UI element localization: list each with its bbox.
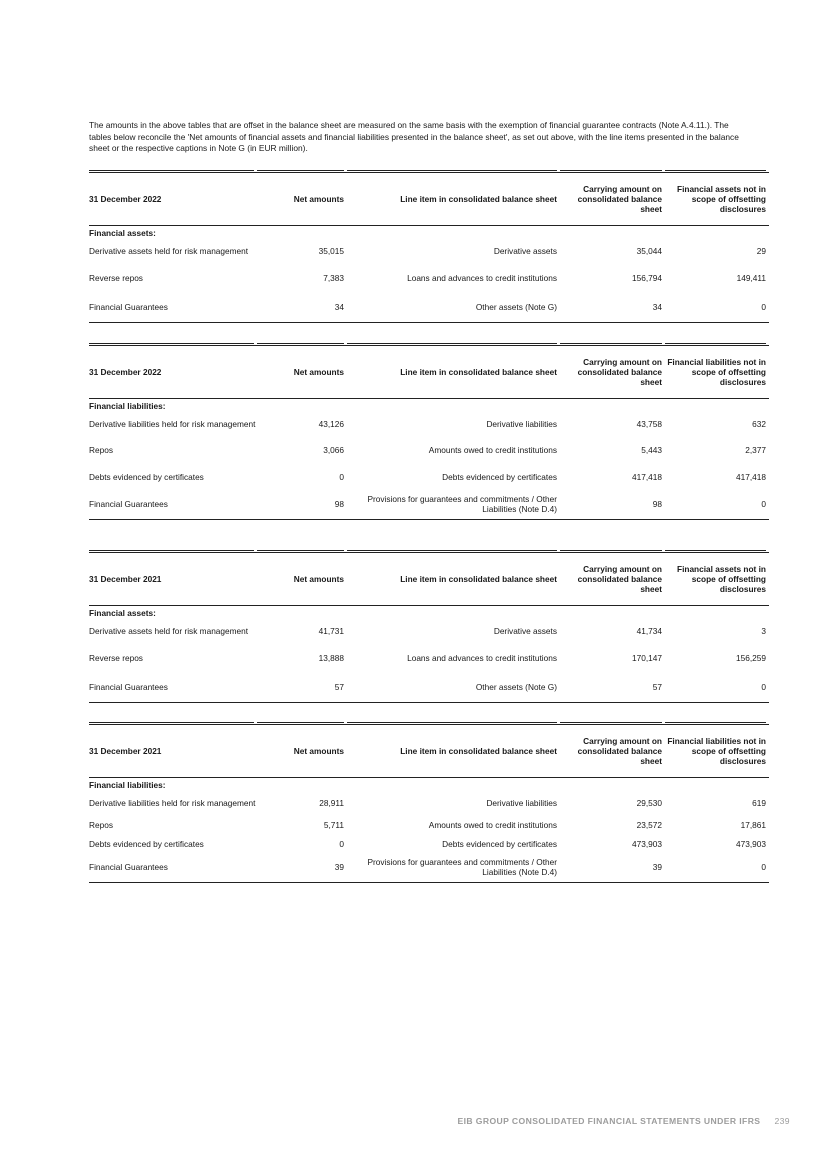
carrying-amount: 35,044 [636, 246, 662, 257]
header-net-amounts: Net amounts [293, 745, 344, 756]
not-in-scope: 3 [761, 626, 766, 637]
page-footer [0, 1116, 790, 1126]
header-line-item: Line item in consolidated balance sheet [400, 366, 557, 377]
table-header [89, 345, 769, 399]
carrying-amount: 98 [652, 499, 662, 510]
not-in-scope: 156,259 [736, 652, 766, 663]
header-carrying-amount: Carrying amount on consolidated balance sheet [577, 735, 662, 767]
header-not-in-scope: Financial liabilities not in scope of offsetting disclosures [667, 356, 766, 388]
carrying-amount: 156,794 [632, 272, 662, 283]
carrying-amount: 473,903 [632, 838, 662, 849]
table-row [89, 464, 769, 491]
table-row [89, 240, 769, 264]
carrying-amount: 29,530 [636, 798, 662, 809]
carrying-amount: 41,734 [636, 626, 662, 637]
row-label: Derivative liabilities held for risk management [89, 798, 256, 809]
header-date: 31 December 2021 [89, 745, 162, 756]
not-in-scope: 0 [761, 301, 766, 312]
header-not-in-scope: Financial liabilities not in scope of offsetting disclosures [667, 735, 766, 767]
line-item: Provisions for guarantees and commitments / Other Liabilities (Note D.4) [367, 857, 557, 877]
table-header [89, 172, 769, 226]
table-row [89, 644, 769, 673]
page-number: 239 [774, 1116, 790, 1126]
line-item: Derivative assets [493, 626, 557, 637]
table-row [89, 413, 769, 437]
line-item: Other assets (Note G) [475, 681, 557, 692]
section-label: Financial liabilities: [89, 401, 166, 411]
net-amount: 43,126 [318, 419, 344, 430]
header-not-in-scope: Financial assets not in scope of offsetting disclosures [677, 183, 766, 215]
row-label: Derivative assets held for risk management [89, 246, 249, 257]
net-amount: 35,015 [318, 246, 344, 257]
net-amount: 98 [334, 499, 344, 510]
net-amount: 57 [334, 681, 344, 692]
header-date: 31 December 2022 [89, 366, 162, 377]
net-amount: 28,911 [319, 798, 344, 809]
header-net-amounts: Net amounts [293, 573, 344, 584]
header-carrying-amount: Carrying amount on consolidated balance sheet [577, 356, 662, 388]
carrying-amount: 43,758 [636, 419, 662, 430]
header-net-amounts: Net amounts [293, 366, 344, 377]
not-in-scope: 0 [761, 499, 766, 510]
row-label: Debts evidenced by certificates [89, 838, 204, 849]
section-label: Financial assets: [89, 228, 156, 238]
table-row [89, 854, 769, 883]
table-2021-assets [89, 550, 769, 703]
line-item: Provisions for guarantees and commitments / Other Liabilities (Note D.4) [367, 494, 557, 514]
row-label: Repos [89, 444, 113, 455]
table-row [89, 673, 769, 703]
row-label: Financial Guarantees [89, 862, 168, 873]
carrying-amount: 417,418 [632, 471, 662, 482]
carrying-amount: 170,147 [632, 652, 662, 663]
line-item: Loans and advances to credit institutions [407, 652, 557, 663]
not-in-scope: 2,377 [745, 444, 766, 455]
table-row [89, 437, 769, 464]
header-line-item: Line item in consolidated balance sheet [400, 573, 557, 584]
table-row [89, 491, 769, 520]
line-item: Loans and advances to credit institutions [407, 272, 557, 283]
row-label: Repos [89, 819, 113, 830]
table-row [89, 792, 769, 816]
net-amount: 34 [334, 301, 344, 312]
row-label: Financial Guarantees [89, 681, 168, 692]
net-amount: 0 [339, 471, 344, 482]
table-row [89, 620, 769, 644]
row-label: Reverse repos [89, 652, 143, 663]
row-label: Reverse repos [89, 272, 143, 283]
header-carrying-amount: Carrying amount on consolidated balance sheet [577, 563, 662, 595]
net-amount: 3,066 [323, 444, 344, 455]
header-date: 31 December 2022 [89, 193, 162, 204]
table-header [89, 724, 769, 778]
not-in-scope: 17,861 [740, 819, 766, 830]
line-item: Derivative assets [493, 246, 557, 257]
not-in-scope: 417,418 [736, 471, 766, 482]
section-label: Financial liabilities: [89, 780, 166, 790]
not-in-scope: 0 [761, 862, 766, 873]
carrying-amount: 39 [652, 862, 662, 873]
section-label: Financial assets: [89, 608, 156, 618]
row-label: Derivative liabilities held for risk management [89, 419, 256, 430]
row-label: Financial Guarantees [89, 499, 168, 510]
line-item: Other assets (Note G) [475, 301, 557, 312]
carrying-amount: 5,443 [641, 444, 662, 455]
table-2022-assets [89, 170, 769, 323]
line-item: Debts evidenced by certificates [442, 838, 557, 849]
header-date: 31 December 2021 [89, 573, 162, 584]
row-label: Debts evidenced by certificates [89, 471, 204, 482]
footer-title: EIB GROUP CONSOLIDATED FINANCIAL STATEMENTS UNDER IFRS [457, 1116, 761, 1126]
carrying-amount: 23,572 [636, 819, 662, 830]
line-item: Derivative liabilities [486, 798, 557, 809]
net-amount: 7,383 [323, 272, 344, 283]
carrying-amount: 34 [652, 301, 662, 312]
net-amount: 5,711 [323, 819, 344, 830]
row-label: Financial Guarantees [89, 301, 168, 312]
line-item: Derivative liabilities [486, 419, 557, 430]
header-not-in-scope: Financial assets not in scope of offsetting disclosures [677, 563, 766, 595]
line-item: Debts evidenced by certificates [442, 471, 557, 482]
line-item: Amounts owed to credit institutions [428, 819, 557, 830]
header-line-item: Line item in consolidated balance sheet [400, 745, 557, 756]
net-amount: 39 [334, 862, 344, 873]
table-2022-liabilities [89, 343, 769, 520]
table-row [89, 264, 769, 293]
not-in-scope: 619 [752, 798, 766, 809]
net-amount: 0 [339, 838, 344, 849]
line-item: Amounts owed to credit institutions [428, 444, 557, 455]
table-row [89, 293, 769, 323]
not-in-scope: 632 [752, 419, 766, 430]
carrying-amount: 57 [652, 681, 662, 692]
not-in-scope: 29 [756, 246, 766, 257]
not-in-scope: 149,411 [736, 272, 766, 283]
header-carrying-amount: Carrying amount on consolidated balance sheet [577, 183, 662, 215]
table-2021-liabilities [89, 722, 769, 883]
net-amount: 13,888 [318, 652, 344, 663]
header-net-amounts: Net amounts [293, 193, 344, 204]
table-header [89, 552, 769, 606]
intro-paragraph: The amounts in the above tables that are offset in the balance sheet are measured on the same basis with the exemption of financial guarantee contracts (Note A.4.11.). The tables below reconcile the 'Net amounts of financial assets and financial liabilities presented in the balance sheet', as set out above, with the line items presented in the balance sheet or the respective captions in Note G (in EUR million). [89, 120, 739, 154]
table-row [89, 835, 769, 854]
row-label: Derivative assets held for risk management [89, 626, 249, 637]
header-line-item: Line item in consolidated balance sheet [400, 193, 557, 204]
not-in-scope: 0 [761, 681, 766, 692]
net-amount: 41,731 [318, 626, 344, 637]
table-row [89, 816, 769, 835]
not-in-scope: 473,903 [736, 838, 766, 849]
